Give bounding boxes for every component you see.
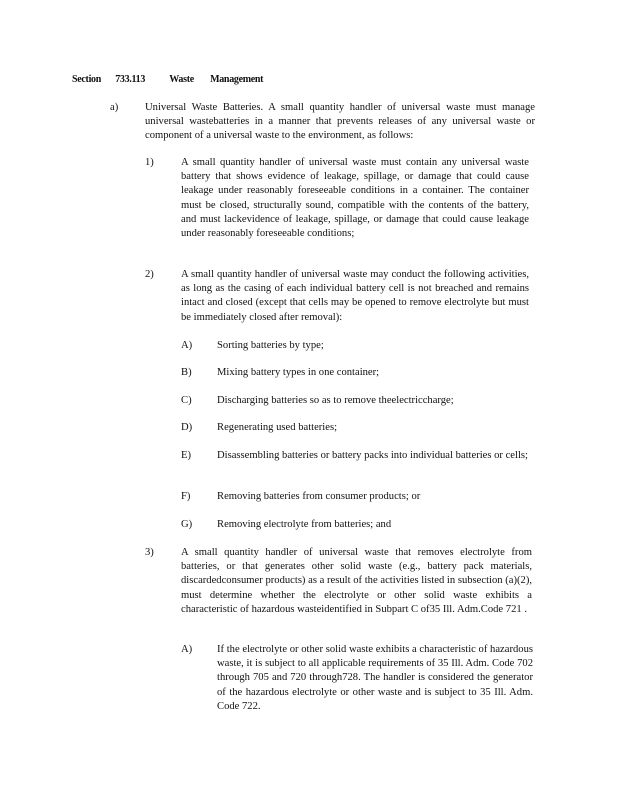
item-a2B-text: Mixing battery types in one container; — [217, 367, 380, 378]
item-a1-text: A small quantity handler of universal waste must contain any universal waste battery that shows evidence of leakage, spillage, or damage that could cause leakage under reasonably foreseeable conditions in a container. The container must be closed, structurally sound, compatible with the contents of the battery, and must lackevidence of leakage, spillage, or damage that could cause leakage under reasonably foreseeable conditions; — [181, 157, 529, 240]
item-a2D-marker: D) — [181, 422, 193, 433]
item-a2E-text: Disassembling batteries or battery packs into individual batteries or cells; — [217, 450, 528, 461]
item-a3A-marker: A) — [181, 644, 193, 655]
item-a2G-text: Removing electrolyte from batteries; and — [217, 519, 392, 530]
section-title-word-2: Management — [210, 74, 264, 85]
item-a3-marker: 3) — [145, 547, 154, 558]
section-number: 733.113 — [115, 74, 146, 85]
section-heading — [72, 74, 263, 85]
section-title-word-1: Waste — [169, 74, 194, 85]
item-a2C-marker: C) — [181, 395, 192, 406]
item-a2F-text: Removing batteries from consumer products; or — [217, 491, 421, 502]
item-a2A-text: Sorting batteries by type; — [217, 340, 324, 351]
item-a2B-marker: B) — [181, 367, 192, 378]
item-a2G-marker: G) — [181, 519, 193, 530]
item-a-marker: a) — [110, 102, 119, 113]
item-a-text: Universal Waste Batteries. A small quantity handler of universal waste must manage universal wastebatteries in a manner that prevents releases of any universal waste or component of a universal waste to the environment, as follows: — [145, 102, 535, 142]
item-a2E-marker: E) — [181, 450, 191, 461]
item-a2-text: A small quantity handler of universal waste may conduct the following activities, as long as the casing of each individual battery cell is not breached and remains intact and closed (except that cells may be opened to remove electrolyte but must be immediately closed after removal): — [181, 269, 529, 323]
item-a2A-marker: A) — [181, 340, 193, 351]
section-label: Section — [72, 74, 102, 85]
item-a2-marker: 2) — [145, 269, 154, 280]
item-a1-marker: 1) — [145, 157, 154, 168]
item-a3-text: A small quantity handler of universal waste that removes electrolyte from batteries, or that generates other solid waste (e.g., battery pack materials, discardedconsumer products) as a result of the activities listed in subsection (a)(2), must determine whether the electrolyte or other solid waste exhibits a characteristic of hazardous wasteidentified in Subpart C of35 Ill. Adm.Code 721 . — [181, 547, 532, 615]
item-a2F-marker: F) — [181, 491, 191, 502]
item-a3A-text: If the electrolyte or other solid waste exhibits a characteristic of hazardous waste, it is subject to all applicable requirements of 35 Ill. Adm. Code 702 through 705 and 720 through728. The handler is considered the generator of the hazardous electrolyte or other waste and is subject to 35 Ill. Adm. Code 722. — [217, 644, 533, 712]
item-a2C-text: Discharging batteries so as to remove theelectriccharge; — [217, 395, 454, 406]
item-a2D-text: Regenerating used batteries; — [217, 422, 338, 433]
